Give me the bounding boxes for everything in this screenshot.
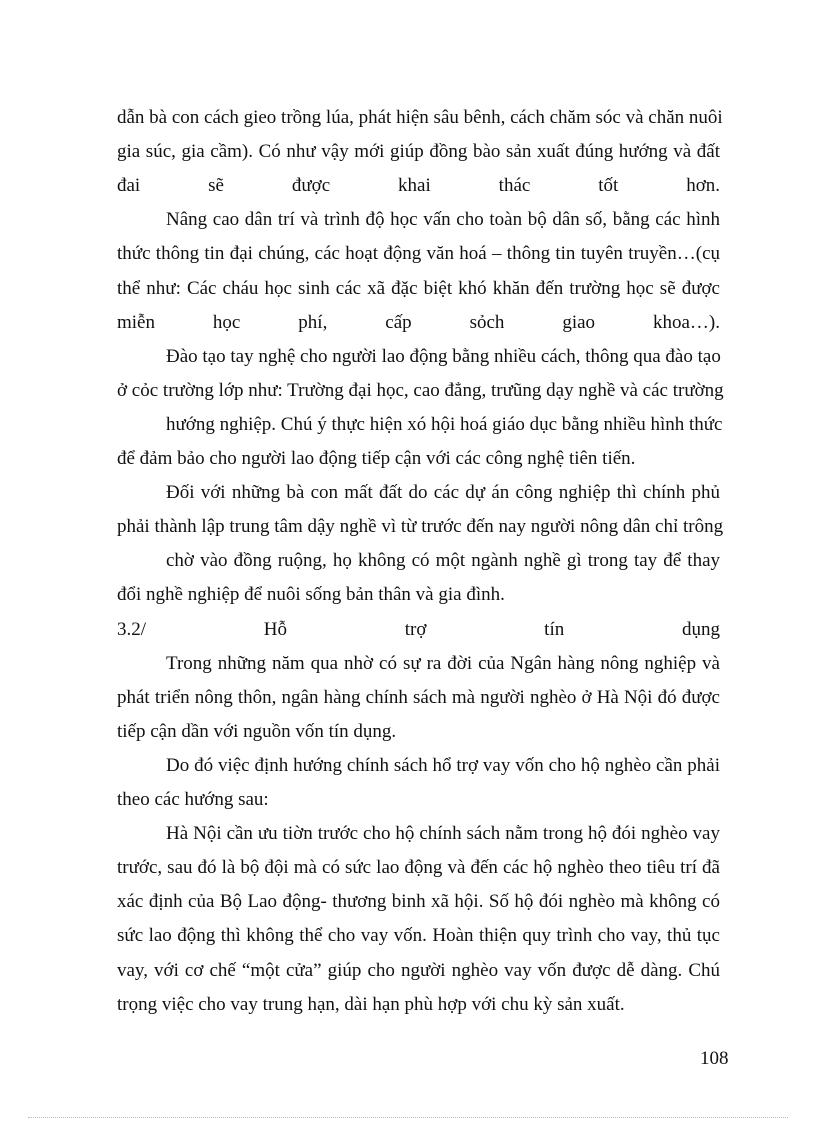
text-line: để đảm bảo cho người lao động tiếp cận với các công nghệ tiên tiến. — [117, 448, 636, 469]
text-line: phát triển nông thôn, ngân hàng chính sách mà người nghèo ở Hà Nội đó được — [117, 686, 720, 708]
text-line: dẫn bà con cách gieo trồng lúa, phát hiện sâu bênh, cách chăm sóc và chăn nuôi — [117, 107, 723, 128]
text-line: xác định của Bộ Lao động- thương binh xã hội. Số hộ đói nghèo mà không có — [117, 891, 720, 913]
page-border-dotted — [28, 1117, 788, 1118]
text-line: Trong những năm qua nhờ có sự ra đời của Ngân hàng nông nghiệp và — [166, 652, 720, 674]
text-line: Do đó việc định hướng chính sách hổ trợ vay vốn cho hộ nghèo cần phải — [166, 754, 720, 776]
text-line: hướng nghiệp. Chú ý thực hiện xó hội hoá giáo dục bằng nhiều hình thức — [166, 413, 723, 435]
text-line: thể như: Các cháu học sinh các xã đặc biệt khó khăn đến trường học sẽ được — [117, 277, 720, 299]
text-line: Hà Nội cần ưu tiờn trước cho hộ chính sách nằm trong hộ đói nghèo vay — [166, 823, 720, 845]
text-line: gia súc, gia cầm). Có như vậy mới giúp đồng bào sản xuất đúng hướng và đất — [117, 141, 720, 163]
page-number: 108 — [700, 1048, 729, 1069]
text-line: phải thành lập trung tâm dậy nghề vì từ trước đến nay người nông dân chỉ trông — [117, 516, 724, 538]
text-line: Đào tạo tay nghệ cho người lao động bằng nhiều cách, thông qua đào tạo — [166, 345, 721, 367]
text-line: chờ vào đồng ruộng, họ không có một ngành nghề gì trong tay để thay — [166, 550, 720, 572]
text-line: trọng việc cho vay trung hạn, dài hạn phù hợp với chu kỳ sản xuất. — [117, 993, 625, 1015]
text-line: tiếp cận dần với nguồn vốn tín dụng. — [117, 720, 397, 742]
text-line: đai sẽ được khai thác tốt hơn. — [117, 175, 720, 197]
text-line: ở cỏc trường lớp như: Trường đại học, cao đẳng, trưũng dạy nghề và các trường — [117, 379, 724, 401]
text-line: theo các hướng sau: — [117, 789, 269, 810]
text-line: trước, sau đó là bộ đội mà có sức lao động và đến các hộ nghèo theo tiêu trí đã — [117, 857, 720, 879]
text-line: Nâng cao dân trí và trình độ học vấn cho toàn bộ dân số, bằng các hình — [166, 209, 720, 231]
text-line: Đối với những bà con mất đất do các dự án công nghiệp thì chính phủ — [166, 482, 720, 504]
text-line: đổi nghề nghiệp để nuôi sống bản thân và gia đình. — [117, 584, 505, 606]
text-line: thức thông tin đại chúng, các hoạt động văn hoá – thông tin tuyên truyền…(cụ — [117, 243, 720, 265]
text-line: sức lao động thì không thể cho vay vốn. Hoàn thiện quy trình cho vay, thủ tục — [117, 925, 720, 947]
text-line: vay, với cơ chế “một cửa” giúp cho người nghèo vay vốn được dễ dàng. Chú — [117, 959, 720, 981]
text-line: miễn học phí, cấp sỏch giao khoa…). — [117, 311, 720, 333]
section-heading: 3.2/ Hỗ trợ tín dụng — [117, 618, 720, 640]
